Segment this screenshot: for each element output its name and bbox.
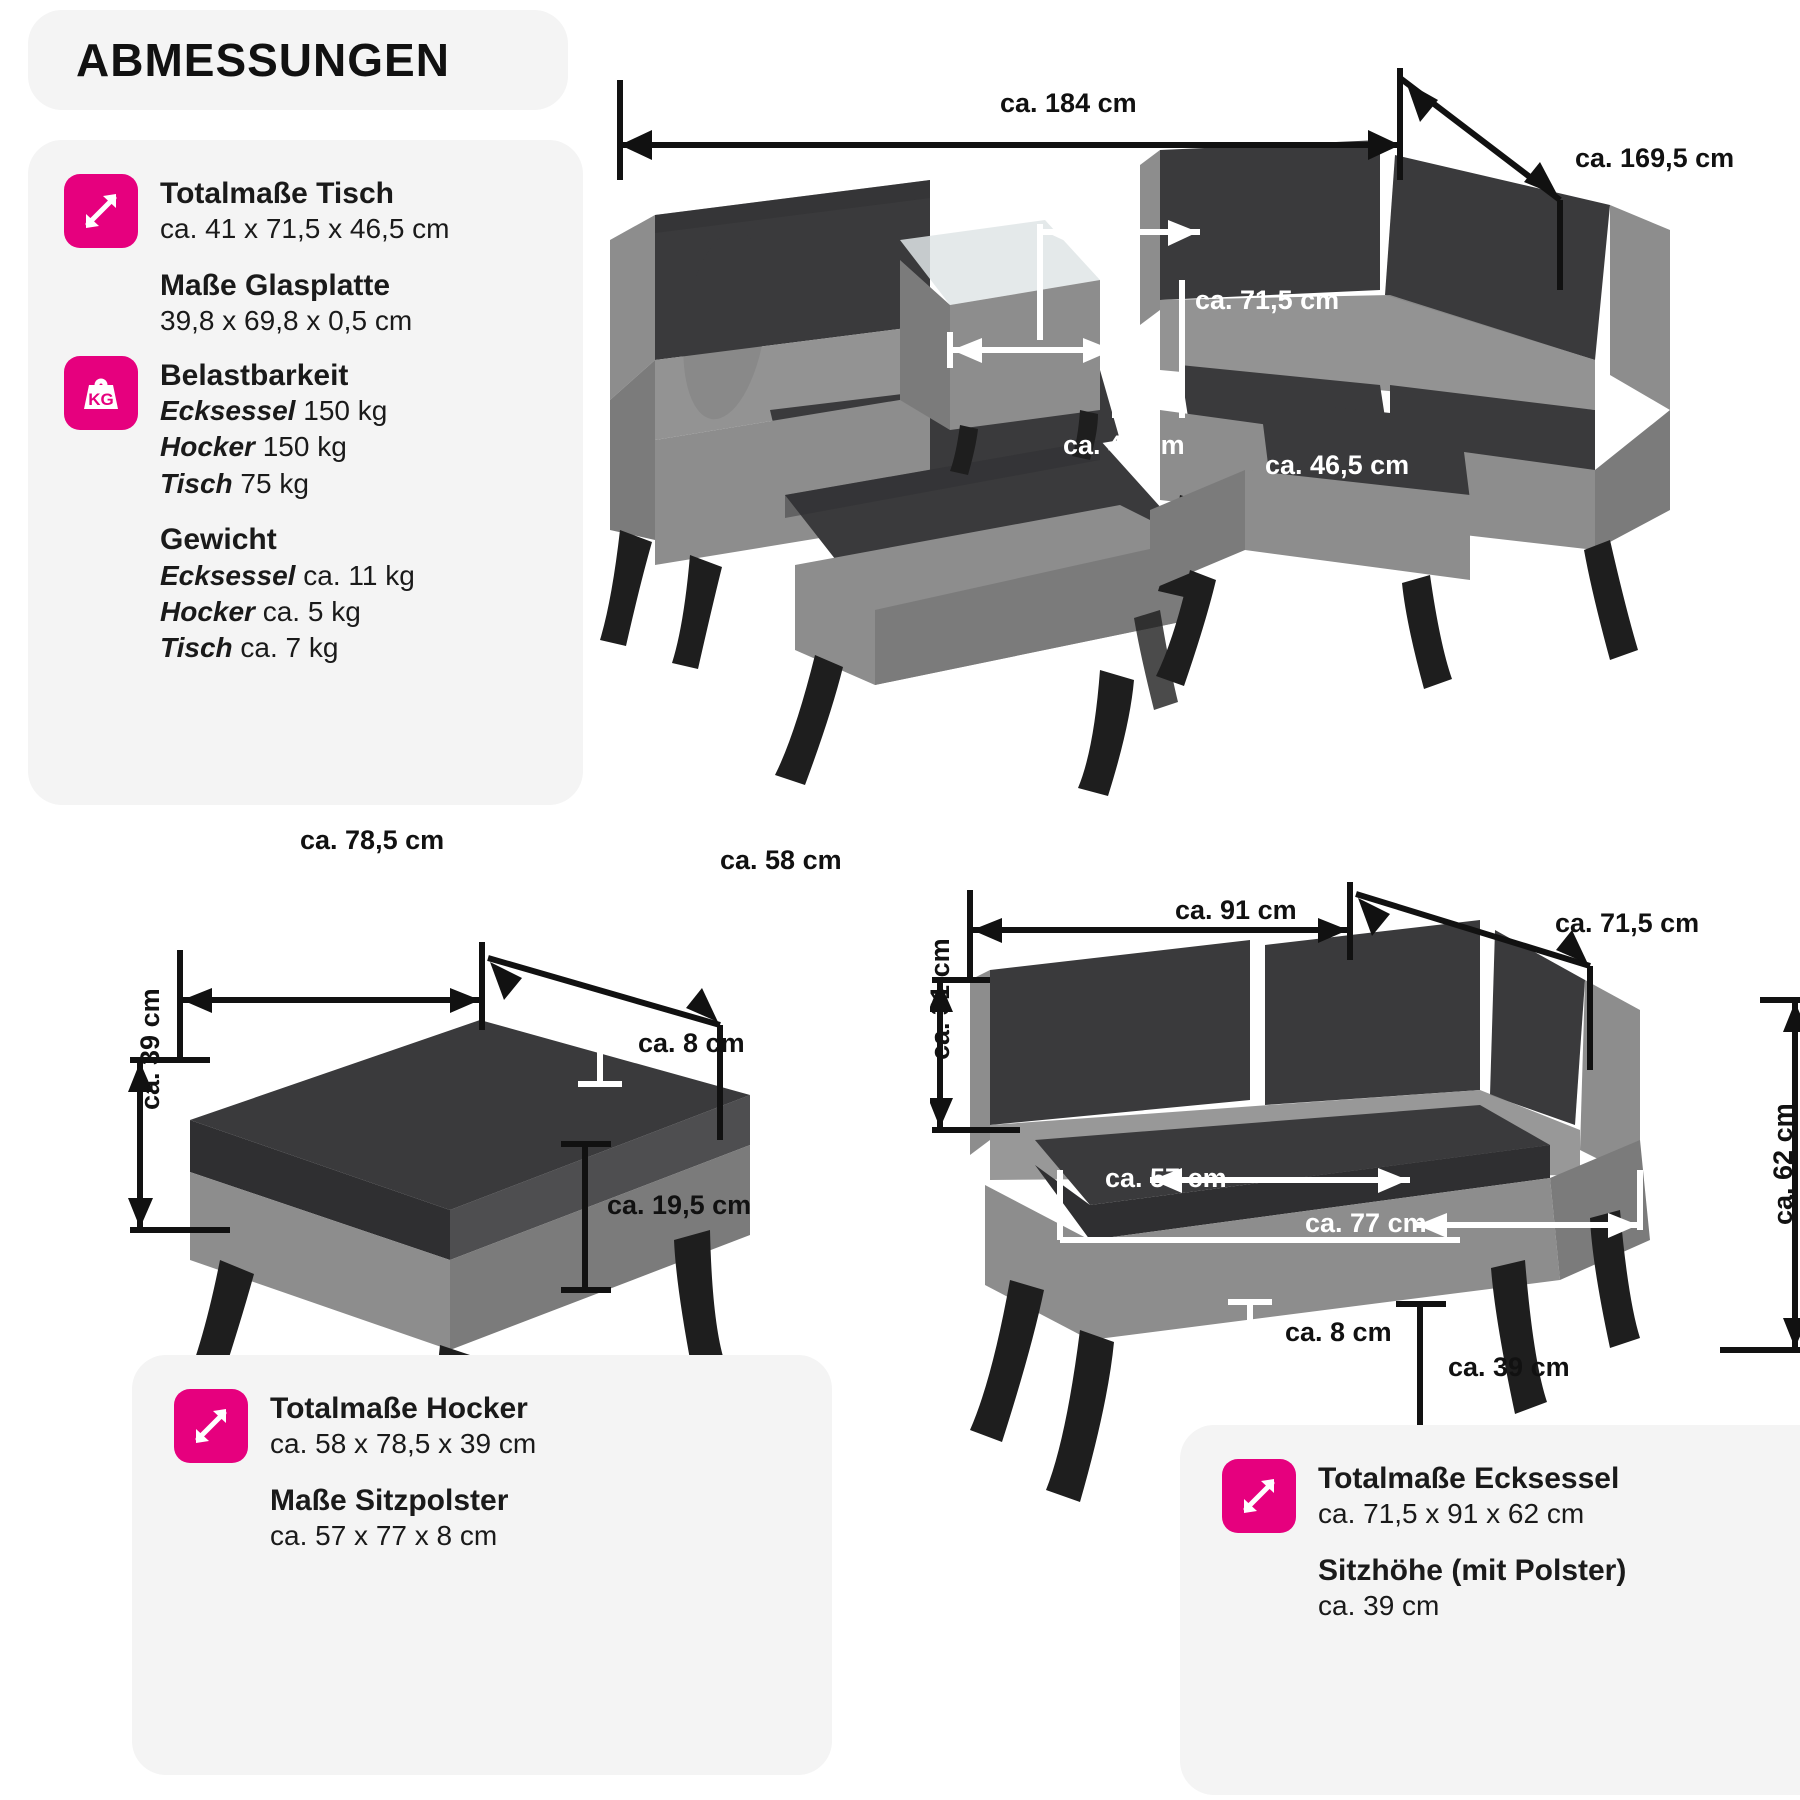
- spec-heading-hocker: Totalmaße Hocker: [270, 1392, 528, 1425]
- hocker-leg-dimension: [555, 1130, 675, 1330]
- hocker-cushion-dimension: [570, 1000, 690, 1120]
- dim-hocker-cushion: ca. 8 cm: [638, 1028, 745, 1058]
- dim-chair-seat-height: ca. 39 cm: [1448, 1352, 1570, 1382]
- dim-chair-total-height: ca. 62 cm: [1768, 1103, 1798, 1225]
- dim-chair-back: ca. 31 cm: [925, 938, 955, 1060]
- dim-chair-seat-width: ca. 77 cm: [1305, 1208, 1427, 1238]
- diagonal-arrow-icon: [174, 1389, 248, 1463]
- spec-heading-ecksessel: Totalmaße Ecksessel: [1318, 1462, 1620, 1495]
- dim-hocker-leg: ca. 19,5 cm: [607, 1190, 752, 1220]
- dim-chair-cushion: ca. 8 cm: [1285, 1317, 1392, 1347]
- specs-panel: [28, 140, 583, 805]
- spec-value-glass: 39,8 x 69,8 x 0,5 cm: [160, 305, 413, 337]
- dim-set-depth: ca. 169,5 cm: [1575, 143, 1735, 173]
- spec-heading-weight: Gewicht: [160, 523, 277, 557]
- spec-load-line-2: Tisch 75 kg: [160, 467, 309, 499]
- spec-heading-table: Totalmaße Tisch: [160, 177, 394, 210]
- spec-heading-seat-height: Sitzhöhe (mit Polster): [1318, 1553, 1627, 1587]
- svg-text:KG: KG: [88, 389, 114, 409]
- spec-value-ecksessel: ca. 71,5 x 91 x 62 cm: [1318, 1498, 1585, 1530]
- diagonal-arrow-icon: [1222, 1459, 1296, 1533]
- dim-hocker-height: ca. 39 cm: [135, 988, 165, 1110]
- spec-value-hocker-cushion: ca. 57 x 77 x 8 cm: [270, 1520, 498, 1552]
- chair-cushion-dimension: [1220, 1290, 1340, 1410]
- spec-value-table: ca. 41 x 71,5 x 46,5 cm: [160, 213, 450, 245]
- spec-weight-line-1: Hocker ca. 5 kg: [160, 595, 361, 627]
- spec-weight-line-2: Tisch ca. 7 kg: [160, 632, 339, 664]
- weight-kg-icon: [64, 356, 138, 430]
- spec-row-table: [28, 174, 583, 340]
- diagonal-arrow-icon: [64, 174, 138, 248]
- dim-hocker-depth: ca. 58 cm: [720, 845, 842, 875]
- spec-value-hocker: ca. 58 x 78,5 x 39 cm: [270, 1428, 537, 1460]
- spec-value-seat-height: ca. 39 cm: [1318, 1590, 1440, 1622]
- dim-chair-width: ca. 91 cm: [1175, 895, 1297, 925]
- dim-chair-seat-depth: ca. 57 cm: [1105, 1163, 1227, 1193]
- spec-heading-glass: Maße Glasplatte: [160, 268, 391, 302]
- dim-table-height: ca. 46,5 cm: [1265, 450, 1410, 480]
- spec-row-ecksessel: [1180, 1459, 1800, 1625]
- spec-row-hocker: [132, 1389, 832, 1555]
- title-panel: [28, 10, 568, 110]
- spec-load-line-1: Hocker 150 kg: [160, 431, 347, 463]
- hocker-dimension-lines: [120, 940, 840, 1420]
- page-title: ABMESSUNGEN: [76, 34, 450, 86]
- hocker-specs-panel: [132, 1355, 832, 1775]
- dim-set-width: ca. 184 cm: [1000, 88, 1137, 118]
- spec-heading-load: Belastbarkeit: [160, 358, 349, 392]
- dim-table-width: ca. 41 cm: [1063, 430, 1185, 460]
- dim-chair-depth: ca. 71,5 cm: [1555, 908, 1700, 938]
- spec-load-line-0: Ecksessel 150 kg: [160, 394, 388, 426]
- ecksessel-specs-panel: [1180, 1425, 1800, 1795]
- spec-weight-line-0: Ecksessel ca. 11 kg: [160, 559, 415, 591]
- spec-heading-hocker-cushion: Maße Sitzpolster: [270, 1483, 509, 1517]
- spec-row-load: [28, 356, 583, 667]
- dim-table-depth: ca. 71,5 cm: [1195, 285, 1340, 315]
- dim-hocker-width: ca. 78,5 cm: [300, 825, 445, 855]
